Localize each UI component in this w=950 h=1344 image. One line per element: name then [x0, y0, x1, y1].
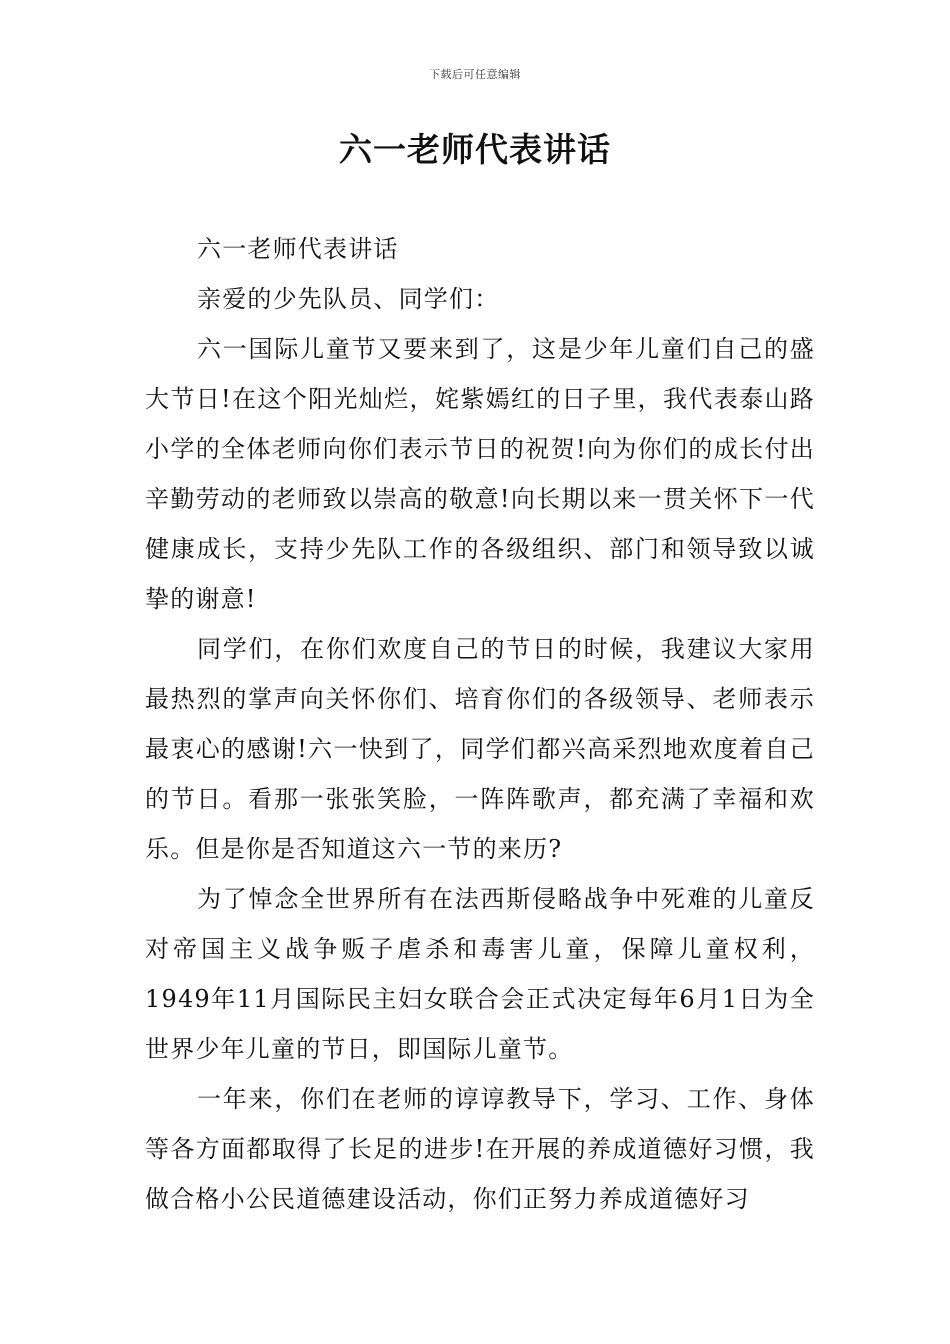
paragraph: 一年来，你们在老师的谆谆教导下，学习、工作、身体等各方面都取得了长足的进步!在开展的养成道德好习惯，我做合格小公民道德建设活动，你们正努力养成道德好习 — [145, 1085, 815, 1213]
document-body — [145, 224, 815, 1224]
watermark-text: 下载后可任意编辑 — [429, 68, 521, 81]
paragraph: 同学们，在你们欢度自己的节日的时候，我建议大家用最热烈的掌声向关怀你们、培育你们的各级领导、老师表示最衷心的感谢!六一快到了，同学们都兴高采烈地欢度着自己的节日。看那一张张笑脸，一阵阵歌声，都充满了幸福和欢乐。但是你是否知道这六一节的来历? — [145, 635, 815, 863]
document-title: 六一老师代表讲话 — [339, 130, 611, 169]
paragraph: 为了悼念全世界所有在法西斯侵略战争中死难的儿童反对帝国主义战争贩子虐杀和毒害儿童，保障儿童权利，1949年11月国际民主妇女联合会正式决定每年6月1日为全世界少年儿童的节日，即国际儿童节。 — [145, 885, 815, 1063]
paragraph-heading: 六一老师代表讲话 — [197, 235, 399, 263]
paragraph-salutation: 亲爱的少先队员、同学们： — [197, 285, 500, 313]
paragraph: 六一国际儿童节又要来到了，这是少年儿童们自己的盛大节日!在这个阳光灿烂，姹紫嫣红的日子里，我代表泰山路小学的全体老师向你们表示节日的祝贺!向为你们的成长付出辛勤劳动的老师致以崇高的敬意!向长期以来一贯关怀下一代健康成长，支持少先队工作的各级组织、部门和领导致以诚挚的谢意! — [145, 335, 815, 613]
